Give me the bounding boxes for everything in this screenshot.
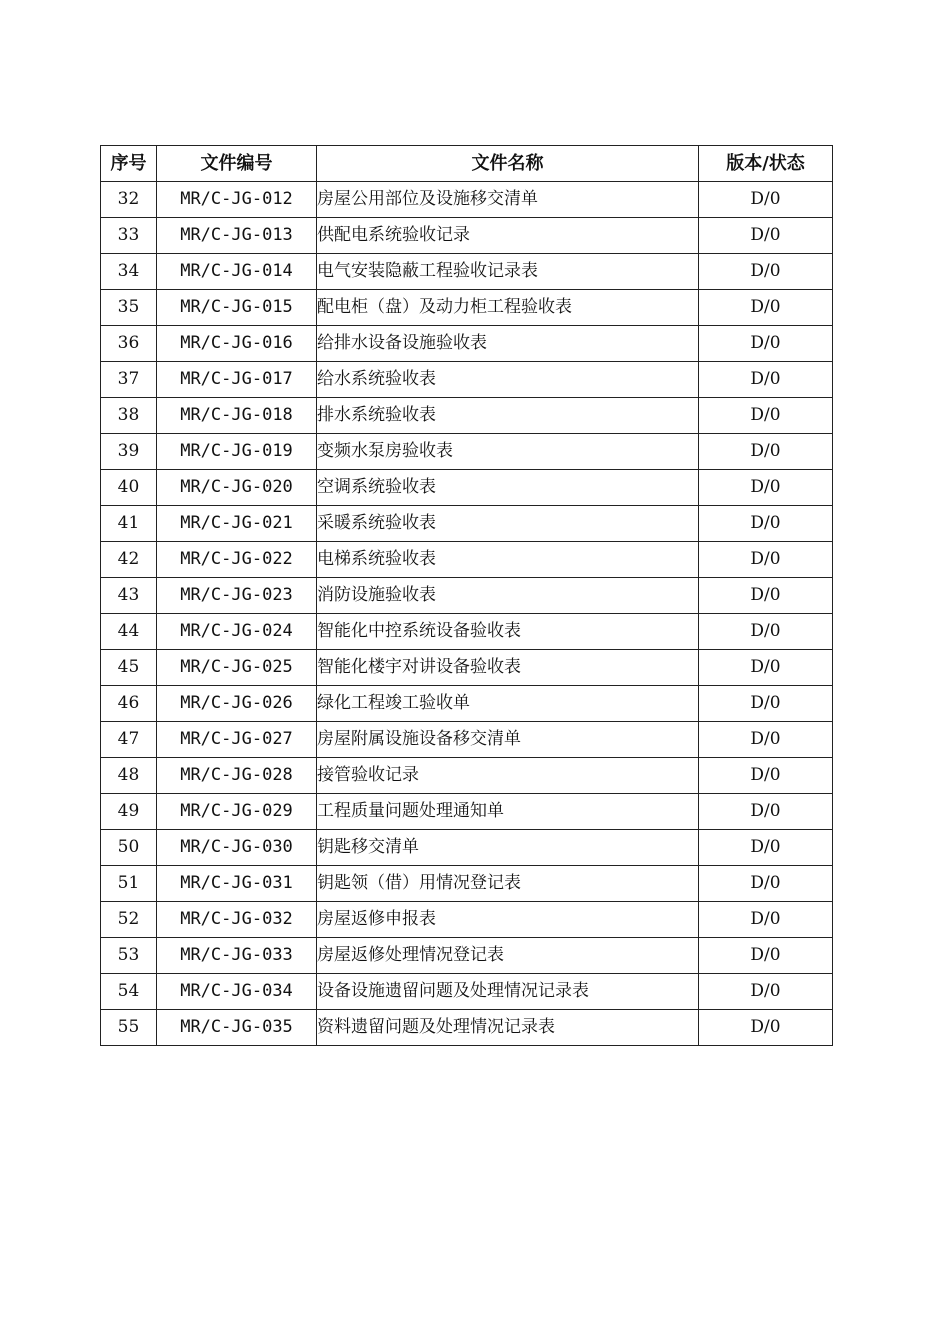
table-row <box>101 434 833 470</box>
cell-file-code: MR/C-JG-012 <box>157 182 317 218</box>
cell-serial-number: 33 <box>101 218 157 254</box>
table-row <box>101 830 833 866</box>
cell-file-code: MR/C-JG-024 <box>157 614 317 650</box>
cell-file-name: 电梯系统验收表 <box>317 542 699 578</box>
table-row <box>101 902 833 938</box>
cell-file-name: 绿化工程竣工验收单 <box>317 686 699 722</box>
cell-version-status: D/0 <box>699 758 833 794</box>
table-row <box>101 1010 833 1046</box>
cell-serial-number: 50 <box>101 830 157 866</box>
cell-serial-number: 49 <box>101 794 157 830</box>
cell-file-code: MR/C-JG-032 <box>157 902 317 938</box>
cell-version-status: D/0 <box>699 866 833 902</box>
cell-serial-number: 37 <box>101 362 157 398</box>
table-row <box>101 398 833 434</box>
table-row <box>101 290 833 326</box>
cell-file-name: 配电柜（盘）及动力柜工程验收表 <box>317 290 699 326</box>
cell-file-code: MR/C-JG-030 <box>157 830 317 866</box>
table-row <box>101 650 833 686</box>
cell-serial-number: 43 <box>101 578 157 614</box>
cell-file-code: MR/C-JG-026 <box>157 686 317 722</box>
cell-file-name: 房屋附属设施设备移交清单 <box>317 722 699 758</box>
cell-file-code: MR/C-JG-034 <box>157 974 317 1010</box>
header-row <box>101 146 833 182</box>
cell-version-status: D/0 <box>699 362 833 398</box>
header-file-code: 文件编号 <box>157 146 317 182</box>
cell-version-status: D/0 <box>699 182 833 218</box>
cell-file-code: MR/C-JG-023 <box>157 578 317 614</box>
cell-version-status: D/0 <box>699 722 833 758</box>
cell-serial-number: 32 <box>101 182 157 218</box>
cell-file-code: MR/C-JG-019 <box>157 434 317 470</box>
cell-serial-number: 40 <box>101 470 157 506</box>
cell-version-status: D/0 <box>699 938 833 974</box>
cell-version-status: D/0 <box>699 578 833 614</box>
cell-serial-number: 48 <box>101 758 157 794</box>
cell-version-status: D/0 <box>699 434 833 470</box>
cell-version-status: D/0 <box>699 326 833 362</box>
table-row <box>101 506 833 542</box>
cell-serial-number: 34 <box>101 254 157 290</box>
table-row <box>101 686 833 722</box>
cell-file-name: 房屋返修申报表 <box>317 902 699 938</box>
cell-file-code: MR/C-JG-016 <box>157 326 317 362</box>
cell-file-name: 房屋返修处理情况登记表 <box>317 938 699 974</box>
cell-file-name: 空调系统验收表 <box>317 470 699 506</box>
table-row <box>101 722 833 758</box>
table-row <box>101 542 833 578</box>
cell-file-name: 资料遗留问题及处理情况记录表 <box>317 1010 699 1046</box>
cell-version-status: D/0 <box>699 650 833 686</box>
table-row <box>101 218 833 254</box>
cell-file-name: 智能化楼宇对讲设备验收表 <box>317 650 699 686</box>
cell-serial-number: 53 <box>101 938 157 974</box>
cell-file-name: 给排水设备设施验收表 <box>317 326 699 362</box>
cell-file-code: MR/C-JG-033 <box>157 938 317 974</box>
table-row <box>101 326 833 362</box>
cell-file-code: MR/C-JG-035 <box>157 1010 317 1046</box>
cell-version-status: D/0 <box>699 542 833 578</box>
cell-file-name: 消防设施验收表 <box>317 578 699 614</box>
cell-version-status: D/0 <box>699 902 833 938</box>
cell-version-status: D/0 <box>699 830 833 866</box>
cell-file-code: MR/C-JG-014 <box>157 254 317 290</box>
cell-file-code: MR/C-JG-017 <box>157 362 317 398</box>
cell-file-code: MR/C-JG-025 <box>157 650 317 686</box>
cell-file-name: 排水系统验收表 <box>317 398 699 434</box>
cell-serial-number: 54 <box>101 974 157 1010</box>
table-row <box>101 254 833 290</box>
cell-file-code: MR/C-JG-013 <box>157 218 317 254</box>
cell-file-code: MR/C-JG-021 <box>157 506 317 542</box>
cell-version-status: D/0 <box>699 254 833 290</box>
cell-file-name: 采暖系统验收表 <box>317 506 699 542</box>
table-row <box>101 866 833 902</box>
document-list-table <box>100 145 833 1046</box>
header-serial-number: 序号 <box>101 146 157 182</box>
header-file-name: 文件名称 <box>317 146 699 182</box>
cell-version-status: D/0 <box>699 794 833 830</box>
cell-version-status: D/0 <box>699 218 833 254</box>
cell-file-name: 给水系统验收表 <box>317 362 699 398</box>
table-body <box>101 182 833 1046</box>
cell-file-name: 智能化中控系统设备验收表 <box>317 614 699 650</box>
cell-file-name: 供配电系统验收记录 <box>317 218 699 254</box>
table-row <box>101 758 833 794</box>
cell-file-name: 接管验收记录 <box>317 758 699 794</box>
cell-version-status: D/0 <box>699 686 833 722</box>
cell-file-code: MR/C-JG-028 <box>157 758 317 794</box>
table-row <box>101 362 833 398</box>
cell-version-status: D/0 <box>699 1010 833 1046</box>
cell-serial-number: 47 <box>101 722 157 758</box>
cell-file-name: 设备设施遗留问题及处理情况记录表 <box>317 974 699 1010</box>
cell-version-status: D/0 <box>699 506 833 542</box>
cell-version-status: D/0 <box>699 290 833 326</box>
cell-file-name: 钥匙领（借）用情况登记表 <box>317 866 699 902</box>
cell-file-name: 房屋公用部位及设施移交清单 <box>317 182 699 218</box>
cell-file-code: MR/C-JG-022 <box>157 542 317 578</box>
table-row <box>101 578 833 614</box>
header-version-status: 版本/状态 <box>699 146 833 182</box>
cell-serial-number: 35 <box>101 290 157 326</box>
cell-serial-number: 51 <box>101 866 157 902</box>
cell-file-name: 工程质量问题处理通知单 <box>317 794 699 830</box>
cell-serial-number: 36 <box>101 326 157 362</box>
cell-serial-number: 42 <box>101 542 157 578</box>
cell-serial-number: 38 <box>101 398 157 434</box>
cell-serial-number: 45 <box>101 650 157 686</box>
cell-file-code: MR/C-JG-015 <box>157 290 317 326</box>
cell-serial-number: 55 <box>101 1010 157 1046</box>
cell-version-status: D/0 <box>699 398 833 434</box>
cell-file-code: MR/C-JG-029 <box>157 794 317 830</box>
cell-version-status: D/0 <box>699 614 833 650</box>
table-row <box>101 938 833 974</box>
table-row <box>101 182 833 218</box>
table-row <box>101 974 833 1010</box>
cell-version-status: D/0 <box>699 470 833 506</box>
cell-file-code: MR/C-JG-020 <box>157 470 317 506</box>
cell-serial-number: 39 <box>101 434 157 470</box>
table-row <box>101 794 833 830</box>
cell-file-code: MR/C-JG-031 <box>157 866 317 902</box>
cell-file-name: 钥匙移交清单 <box>317 830 699 866</box>
cell-version-status: D/0 <box>699 974 833 1010</box>
table-header <box>101 146 833 182</box>
cell-serial-number: 52 <box>101 902 157 938</box>
table-row <box>101 470 833 506</box>
table-row <box>101 614 833 650</box>
cell-file-name: 电气安装隐蔽工程验收记录表 <box>317 254 699 290</box>
cell-serial-number: 44 <box>101 614 157 650</box>
cell-file-name: 变频水泵房验收表 <box>317 434 699 470</box>
cell-serial-number: 46 <box>101 686 157 722</box>
cell-file-code: MR/C-JG-027 <box>157 722 317 758</box>
cell-serial-number: 41 <box>101 506 157 542</box>
cell-file-code: MR/C-JG-018 <box>157 398 317 434</box>
